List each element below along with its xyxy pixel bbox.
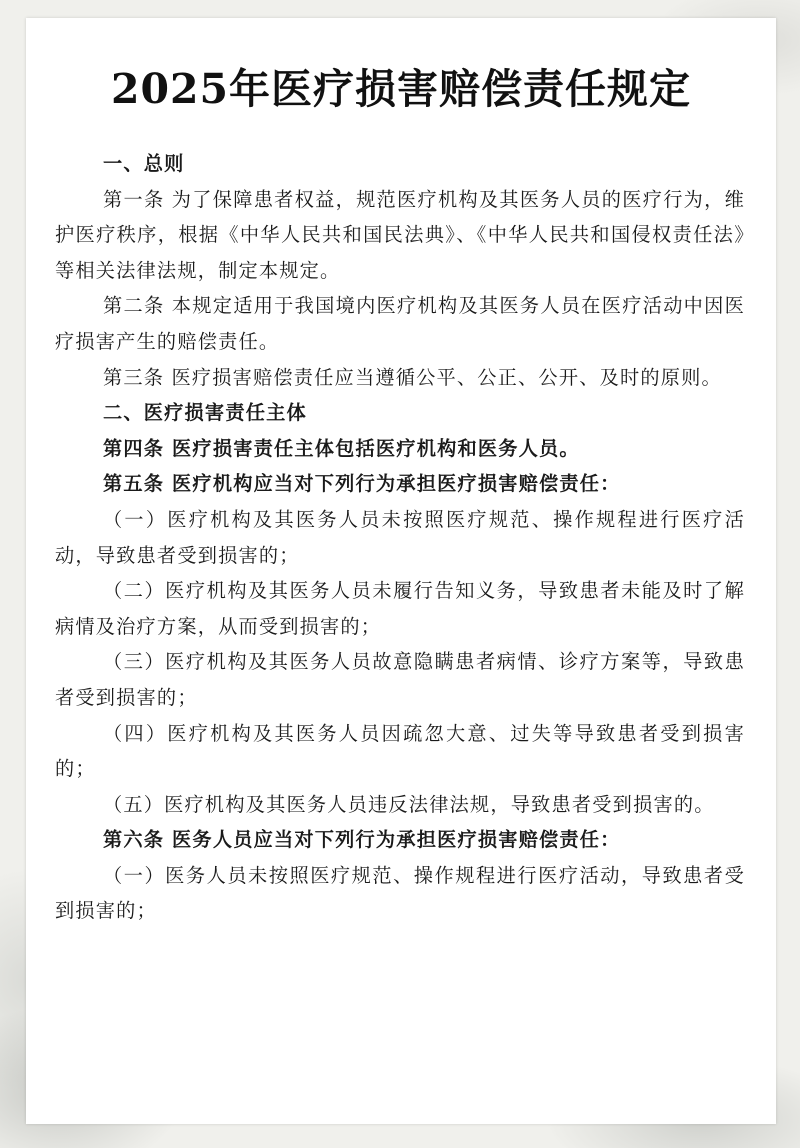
section-heading-general: 一、总则 (103, 152, 185, 175)
article-2: 第二条 本规定适用于我国境内医疗机构及其医务人员在医疗活动中因医疗损害产生的赔偿责任。 (55, 294, 745, 353)
article-5-item-3: （三）医疗机构及其医务人员故意隐瞒患者病情、诊疗方案等，导致患者受到损害的； (55, 650, 745, 709)
document-body (55, 146, 745, 929)
article-6: 第六条 医务人员应当对下列行为承担医疗损害赔偿责任： (103, 828, 621, 852)
article-3: 第三条 医疗损害赔偿责任应当遵循公平、公正、公开、及时的原则。 (103, 365, 722, 389)
article-5-item-5: （五）医疗机构及其医务人员违反法律法规，导致患者受到损害的。 (103, 792, 715, 816)
article-1: 第一条 为了保障患者权益，规范医疗机构及其医务人员的医疗行为，维护医疗秩序，根据《中华人民共和国民法典》、《中华人民共和国侵权责任法》等相关法律法规，制定本规定。 (55, 187, 745, 282)
article-6-item-1: （一）医务人员未按照医疗规范、操作规程进行医疗活动，导致患者受到损害的； (55, 863, 745, 923)
section-heading-liability-subject: 二、医疗损害责任主体 (103, 401, 307, 425)
document-title: 2025年医疗损害赔偿责任规定 (110, 65, 692, 113)
article-5-item-1: （一）医疗机构及其医务人员未按照医疗规范、操作规程进行医疗活动，导致患者受到损害的； (55, 507, 745, 567)
article-5: 第五条 医疗机构应当对下列行为承担医疗损害赔偿责任： (103, 472, 621, 496)
article-4: 第四条 医疗损害责任主体包括医疗机构和医务人员。 (103, 436, 580, 460)
article-5-item-2: （二）医疗机构及其医务人员未履行告知义务，导致患者未能及时了解病情及治疗方案，从而受到损害的； (55, 579, 745, 638)
article-5-item-4: （四）医疗机构及其医务人员因疏忽大意、过失等导致患者受到损害的； (55, 721, 745, 781)
